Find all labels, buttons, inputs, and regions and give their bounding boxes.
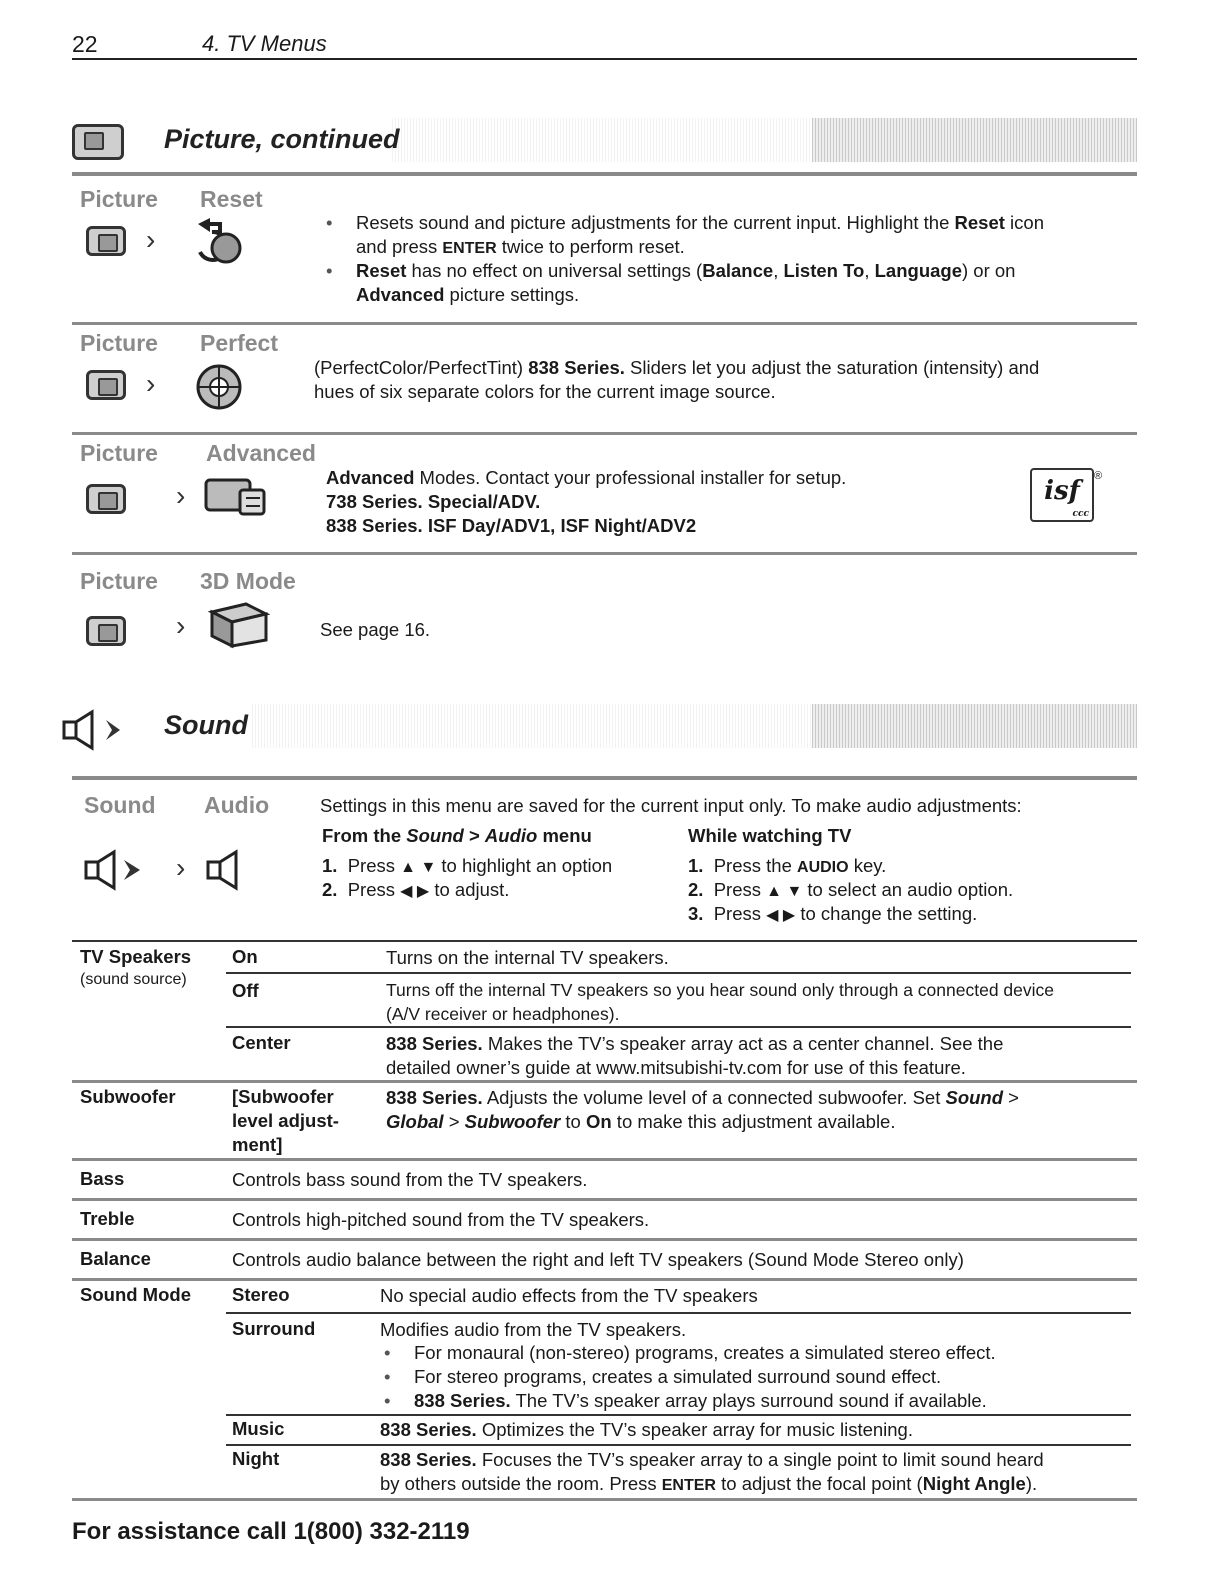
audio-col1-step-1: 1. Press ▲ ▼ to highlight an option	[322, 855, 613, 876]
3d-mode-icon	[206, 600, 276, 656]
chevron-right-icon: ›	[176, 852, 186, 883]
picture-menu-icon	[86, 484, 126, 514]
table-rule	[226, 1444, 1131, 1446]
audio-col2-step-2: 2. Press ▲ ▼ to select an audio option.	[688, 879, 1014, 900]
music-desc: 838 Series. Optimizes the TV’s speaker array for music listening.	[380, 1419, 913, 1440]
table-rule	[226, 1312, 1131, 1314]
chevron-right-icon: ›	[176, 610, 186, 641]
audio-icon	[206, 848, 256, 892]
banner-stripe-dark	[812, 704, 1137, 748]
advanced-line-2: 738 Series. Special/ADV.	[326, 491, 541, 512]
surround-bullet-3: • 838 Series. The TV’s speaker array plays surround sound if available.	[414, 1389, 987, 1413]
option-subwoofer-3: ment]	[232, 1134, 283, 1155]
picture-menu-icon	[72, 124, 124, 160]
audio-col2-heading: While watching TV	[688, 825, 852, 846]
reset-bullet-1: • Resets sound and picture adjustments for the current input. Highlight the Reset icon	[356, 211, 1044, 235]
table-rule	[72, 1158, 1137, 1161]
night-desc-1: 838 Series. Focuses the TV’s speaker array to a single point to limit sound heard	[380, 1449, 1044, 1470]
row-label-subwoofer: Subwoofer	[80, 1086, 176, 1107]
surround-bullet-2: • For stereo programs, creates a simulated surround sound effect.	[414, 1365, 941, 1389]
advanced-item-label: Advanced	[206, 440, 316, 466]
row-label-sound-mode: Sound Mode	[80, 1284, 191, 1305]
option-off: Off	[232, 980, 259, 1001]
audio-col2-step-1: 1. Press the AUDIO key.	[688, 855, 887, 876]
reset-bullet-1-cont: and press ENTER twice to perform reset.	[356, 236, 685, 257]
option-night: Night	[232, 1448, 280, 1469]
picture-menu-icon	[86, 226, 126, 256]
option-subwoofer-1: [Subwoofer	[232, 1086, 334, 1107]
table-rule	[226, 972, 1131, 974]
mode3d-item-label: 3D Mode	[200, 568, 296, 594]
row-sublabel-sound-source: (sound source)	[80, 971, 187, 988]
speaker-icon	[62, 708, 142, 752]
perfect-line-1: (PerfectColor/PerfectTint) 838 Series. Sliders let you adjust the saturation (intensity) and	[314, 357, 1040, 378]
option-off-desc-2: (A/V receiver or headphones).	[386, 1004, 620, 1024]
color-wheel-icon	[194, 362, 244, 412]
option-stereo: Stereo	[232, 1284, 290, 1305]
option-subwoofer-2: level adjust-	[232, 1110, 339, 1131]
sound-banner	[72, 704, 1137, 754]
registered-mark: ®	[1094, 470, 1103, 482]
advanced-line-1: Advanced Modes. Contact your professional installer for setup.	[326, 467, 847, 488]
audio-col2-step-3: 3. Press ◀ ▶ to change the setting.	[688, 903, 978, 924]
table-rule	[72, 1498, 1137, 1501]
option-center-desc-1: 838 Series. Makes the TV’s speaker array act as a center channel. See the	[386, 1033, 1004, 1054]
surround-bullet-1: • For monaural (non-stereo) programs, creates a simulated stereo effect.	[414, 1341, 996, 1365]
table-rule	[226, 1414, 1131, 1416]
treble-desc: Controls high-pitched sound from the TV speakers.	[232, 1209, 650, 1230]
footer-assistance: For assistance call 1(800) 332-2119	[72, 1518, 470, 1545]
option-surround: Surround	[232, 1318, 316, 1339]
row-label-balance: Balance	[80, 1248, 151, 1269]
header-rule	[72, 58, 1137, 60]
section-rule	[72, 432, 1137, 435]
table-rule	[72, 1198, 1137, 1201]
page-number: 22	[72, 31, 98, 57]
audio-item-label: Audio	[204, 792, 270, 818]
subwoofer-desc-2: Global > Subwoofer to On to make this adjustment available.	[386, 1111, 896, 1132]
isf-logo: isf ccc	[1030, 468, 1094, 522]
picture-banner	[72, 118, 1137, 168]
picture-menu-icon	[86, 370, 126, 400]
advanced-line-3: 838 Series. ISF Day/ADV1, ISF Night/ADV2	[326, 515, 697, 536]
section-rule	[72, 322, 1137, 325]
reset-bullet-2: • Reset has no effect on universal settings (Balance, Listen To, Language) or on	[356, 259, 1015, 283]
bass-desc: Controls bass sound from the TV speakers.	[232, 1169, 588, 1190]
option-center-desc-2: detailed owner’s guide at www.mitsubishi-tv.com for use of this feature.	[386, 1057, 966, 1078]
mode3d-text: See page 16.	[320, 619, 431, 640]
section-rule	[72, 776, 1137, 780]
banner-stripe-dark	[812, 118, 1137, 162]
row-label-bass: Bass	[80, 1168, 125, 1189]
audio-col1-heading: From the Sound > Audio menu	[322, 825, 592, 846]
table-rule	[72, 1238, 1137, 1241]
chevron-right-icon: ›	[146, 224, 156, 255]
audio-col1-step-2: 2. Press ◀ ▶ to adjust.	[322, 879, 510, 900]
night-desc-2: by others outside the room. Press ENTER to adjust the focal point (Night Angle).	[380, 1473, 1038, 1494]
surround-desc: Modifies audio from the TV speakers.	[380, 1319, 687, 1340]
table-rule	[72, 1278, 1137, 1281]
option-on: On	[232, 946, 258, 967]
table-rule	[72, 1080, 1137, 1083]
reset-icon	[176, 218, 256, 268]
speaker-icon	[84, 848, 164, 892]
picture-banner-title: Picture, continued	[164, 124, 400, 154]
stereo-desc: No special audio effects from the TV speakers	[380, 1285, 758, 1306]
perfect-menu-label: Picture	[80, 330, 158, 356]
section-rule	[72, 552, 1137, 555]
row-label-tv-speakers: TV Speakers	[80, 946, 192, 967]
reset-item-label: Reset	[200, 186, 263, 212]
option-center: Center	[232, 1032, 291, 1053]
perfect-item-label: Perfect	[200, 330, 278, 356]
mode3d-menu-label: Picture	[80, 568, 158, 594]
section-rule	[72, 172, 1137, 176]
chevron-right-icon: ›	[146, 368, 156, 399]
reset-bullet-2-cont: Advanced picture settings.	[356, 284, 580, 305]
option-off-desc-1: Turns off the internal TV speakers so you hear sound only through a connected device	[386, 980, 1055, 1000]
subwoofer-desc-1: 838 Series. Adjusts the volume level of a connected subwoofer. Set Sound >	[386, 1087, 1019, 1108]
balance-desc: Controls audio balance between the right and left TV speakers (Sound Mode Stereo only)	[232, 1249, 964, 1270]
audio-intro: Settings in this menu are saved for the current input only. To make audio adjustments:	[320, 795, 1022, 816]
sound-banner-title: Sound	[164, 710, 248, 740]
table-rule	[72, 940, 1137, 942]
option-on-desc: Turns on the internal TV speakers.	[386, 947, 669, 968]
option-music: Music	[232, 1418, 285, 1439]
audio-menu-label: Sound	[84, 792, 156, 818]
advanced-settings-icon	[204, 476, 268, 518]
perfect-line-2: hues of six separate colors for the current image source.	[314, 381, 776, 402]
table-rule	[226, 1026, 1131, 1028]
chevron-right-icon: ›	[176, 480, 186, 511]
reset-menu-label: Picture	[80, 186, 158, 212]
advanced-menu-label: Picture	[80, 440, 158, 466]
picture-menu-icon	[86, 616, 126, 646]
chapter-title: 4. TV Menus	[202, 31, 327, 56]
row-label-treble: Treble	[80, 1208, 135, 1229]
